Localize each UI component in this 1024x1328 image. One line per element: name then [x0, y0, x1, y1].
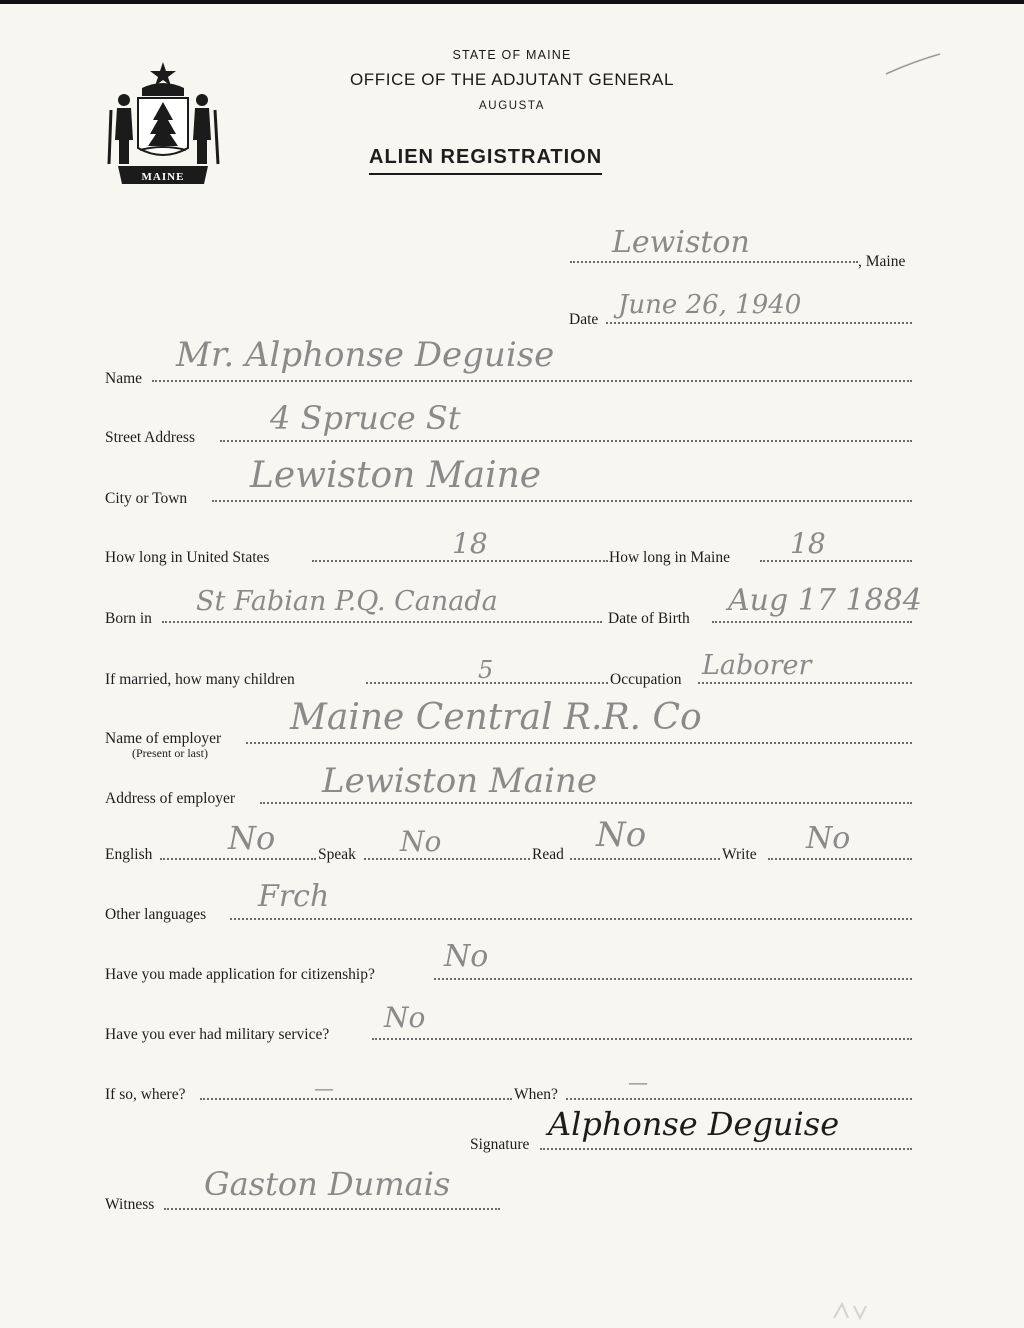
city-line	[212, 500, 912, 502]
english-line	[160, 858, 316, 860]
date-value: June 26, 1940	[618, 290, 802, 320]
seal-banner-text: MAINE	[141, 171, 185, 183]
employer-line	[246, 742, 912, 744]
office-heading: OFFICE OF THE ADJUTANT GENERAL	[349, 70, 675, 89]
speak-line	[364, 858, 530, 860]
employer-label: Name of employer	[105, 730, 222, 747]
employer-address-label: Address of employer	[105, 790, 235, 807]
citizenship-label: Have you made application for citizenship?	[105, 966, 375, 983]
when-value: —	[628, 1070, 648, 1094]
maine-years-value: 18	[790, 527, 826, 560]
street-line	[220, 440, 912, 442]
citizenship-line	[434, 978, 912, 980]
children-label: If married, how many children	[105, 671, 295, 688]
write-value: No	[806, 821, 851, 856]
military-line	[372, 1038, 912, 1040]
witness-line	[164, 1208, 500, 1210]
read-value: No	[596, 815, 647, 855]
maine-years-label: How long in Maine	[609, 549, 730, 566]
write-line	[768, 858, 912, 860]
born-label: Born in	[105, 610, 152, 627]
read-label: Read	[532, 846, 564, 863]
witness-label: Witness	[105, 1196, 155, 1213]
where-line	[200, 1098, 512, 1100]
city-value: Lewiston Maine	[250, 455, 542, 496]
speak-label: Speak	[318, 846, 356, 863]
dob-label: Date of Birth	[608, 610, 690, 627]
occupation-value: Laborer	[702, 650, 812, 681]
place-suffix: , Maine	[858, 253, 906, 270]
signature-label: Signature	[470, 1136, 530, 1153]
read-line	[570, 858, 720, 860]
us-years-line	[312, 560, 608, 562]
street-value: 4 Spruce St	[270, 399, 461, 437]
english-label: English	[105, 846, 153, 863]
place-line	[570, 261, 858, 263]
other-languages-line	[230, 918, 912, 920]
faint-mark-icon	[830, 1298, 890, 1322]
signature-value: Alphonse Deguise	[548, 1105, 840, 1143]
state-heading: STATE OF MAINE	[452, 48, 572, 62]
witness-value: Gaston Dumais	[204, 1165, 451, 1203]
children-value: 5	[478, 656, 494, 684]
name-line	[152, 380, 912, 382]
place-value: Lewiston	[612, 225, 750, 260]
form-title: ALIEN REGISTRATION	[369, 146, 602, 175]
speak-value: No	[400, 825, 442, 858]
date-label: Date	[569, 311, 599, 328]
employer-value: Maine Central R.R. Co	[290, 697, 702, 738]
dob-line	[712, 621, 912, 623]
name-label: Name	[105, 370, 143, 387]
military-value: No	[384, 1001, 426, 1034]
born-line	[162, 621, 602, 623]
maine-years-line	[760, 560, 912, 562]
employer-address-line	[260, 802, 912, 804]
military-label: Have you ever had military service?	[105, 1026, 330, 1043]
occupation-line	[698, 682, 912, 684]
occupation-label: Occupation	[610, 671, 682, 688]
when-line	[566, 1098, 912, 1100]
write-label: Write	[722, 846, 757, 863]
city-heading: AUGUSTA	[479, 100, 545, 112]
where-label: If so, where?	[105, 1086, 186, 1103]
date-line	[606, 322, 912, 324]
employer-sublabel: (Present or last)	[132, 746, 208, 760]
scan-border	[0, 0, 1024, 4]
check-mark-icon	[884, 52, 942, 78]
dob-value: Aug 17 1884	[728, 583, 922, 618]
other-languages-value: Frch	[258, 879, 330, 914]
when-label: When?	[514, 1086, 558, 1103]
citizenship-value: No	[444, 939, 489, 974]
us-years-value: 18	[452, 527, 488, 560]
us-years-label: How long in United States	[105, 549, 270, 566]
street-label: Street Address	[105, 429, 195, 446]
employer-address-value: Lewiston Maine	[322, 761, 597, 801]
name-value: Mr. Alphonse Deguise	[176, 335, 555, 375]
english-value: No	[228, 819, 276, 857]
signature-line	[540, 1148, 912, 1150]
other-languages-label: Other languages	[105, 906, 207, 923]
maine-seal-icon	[104, 60, 222, 188]
born-value: St Fabian P.Q. Canada	[196, 586, 498, 617]
where-value: —	[314, 1076, 334, 1100]
city-label: City or Town	[105, 490, 188, 507]
